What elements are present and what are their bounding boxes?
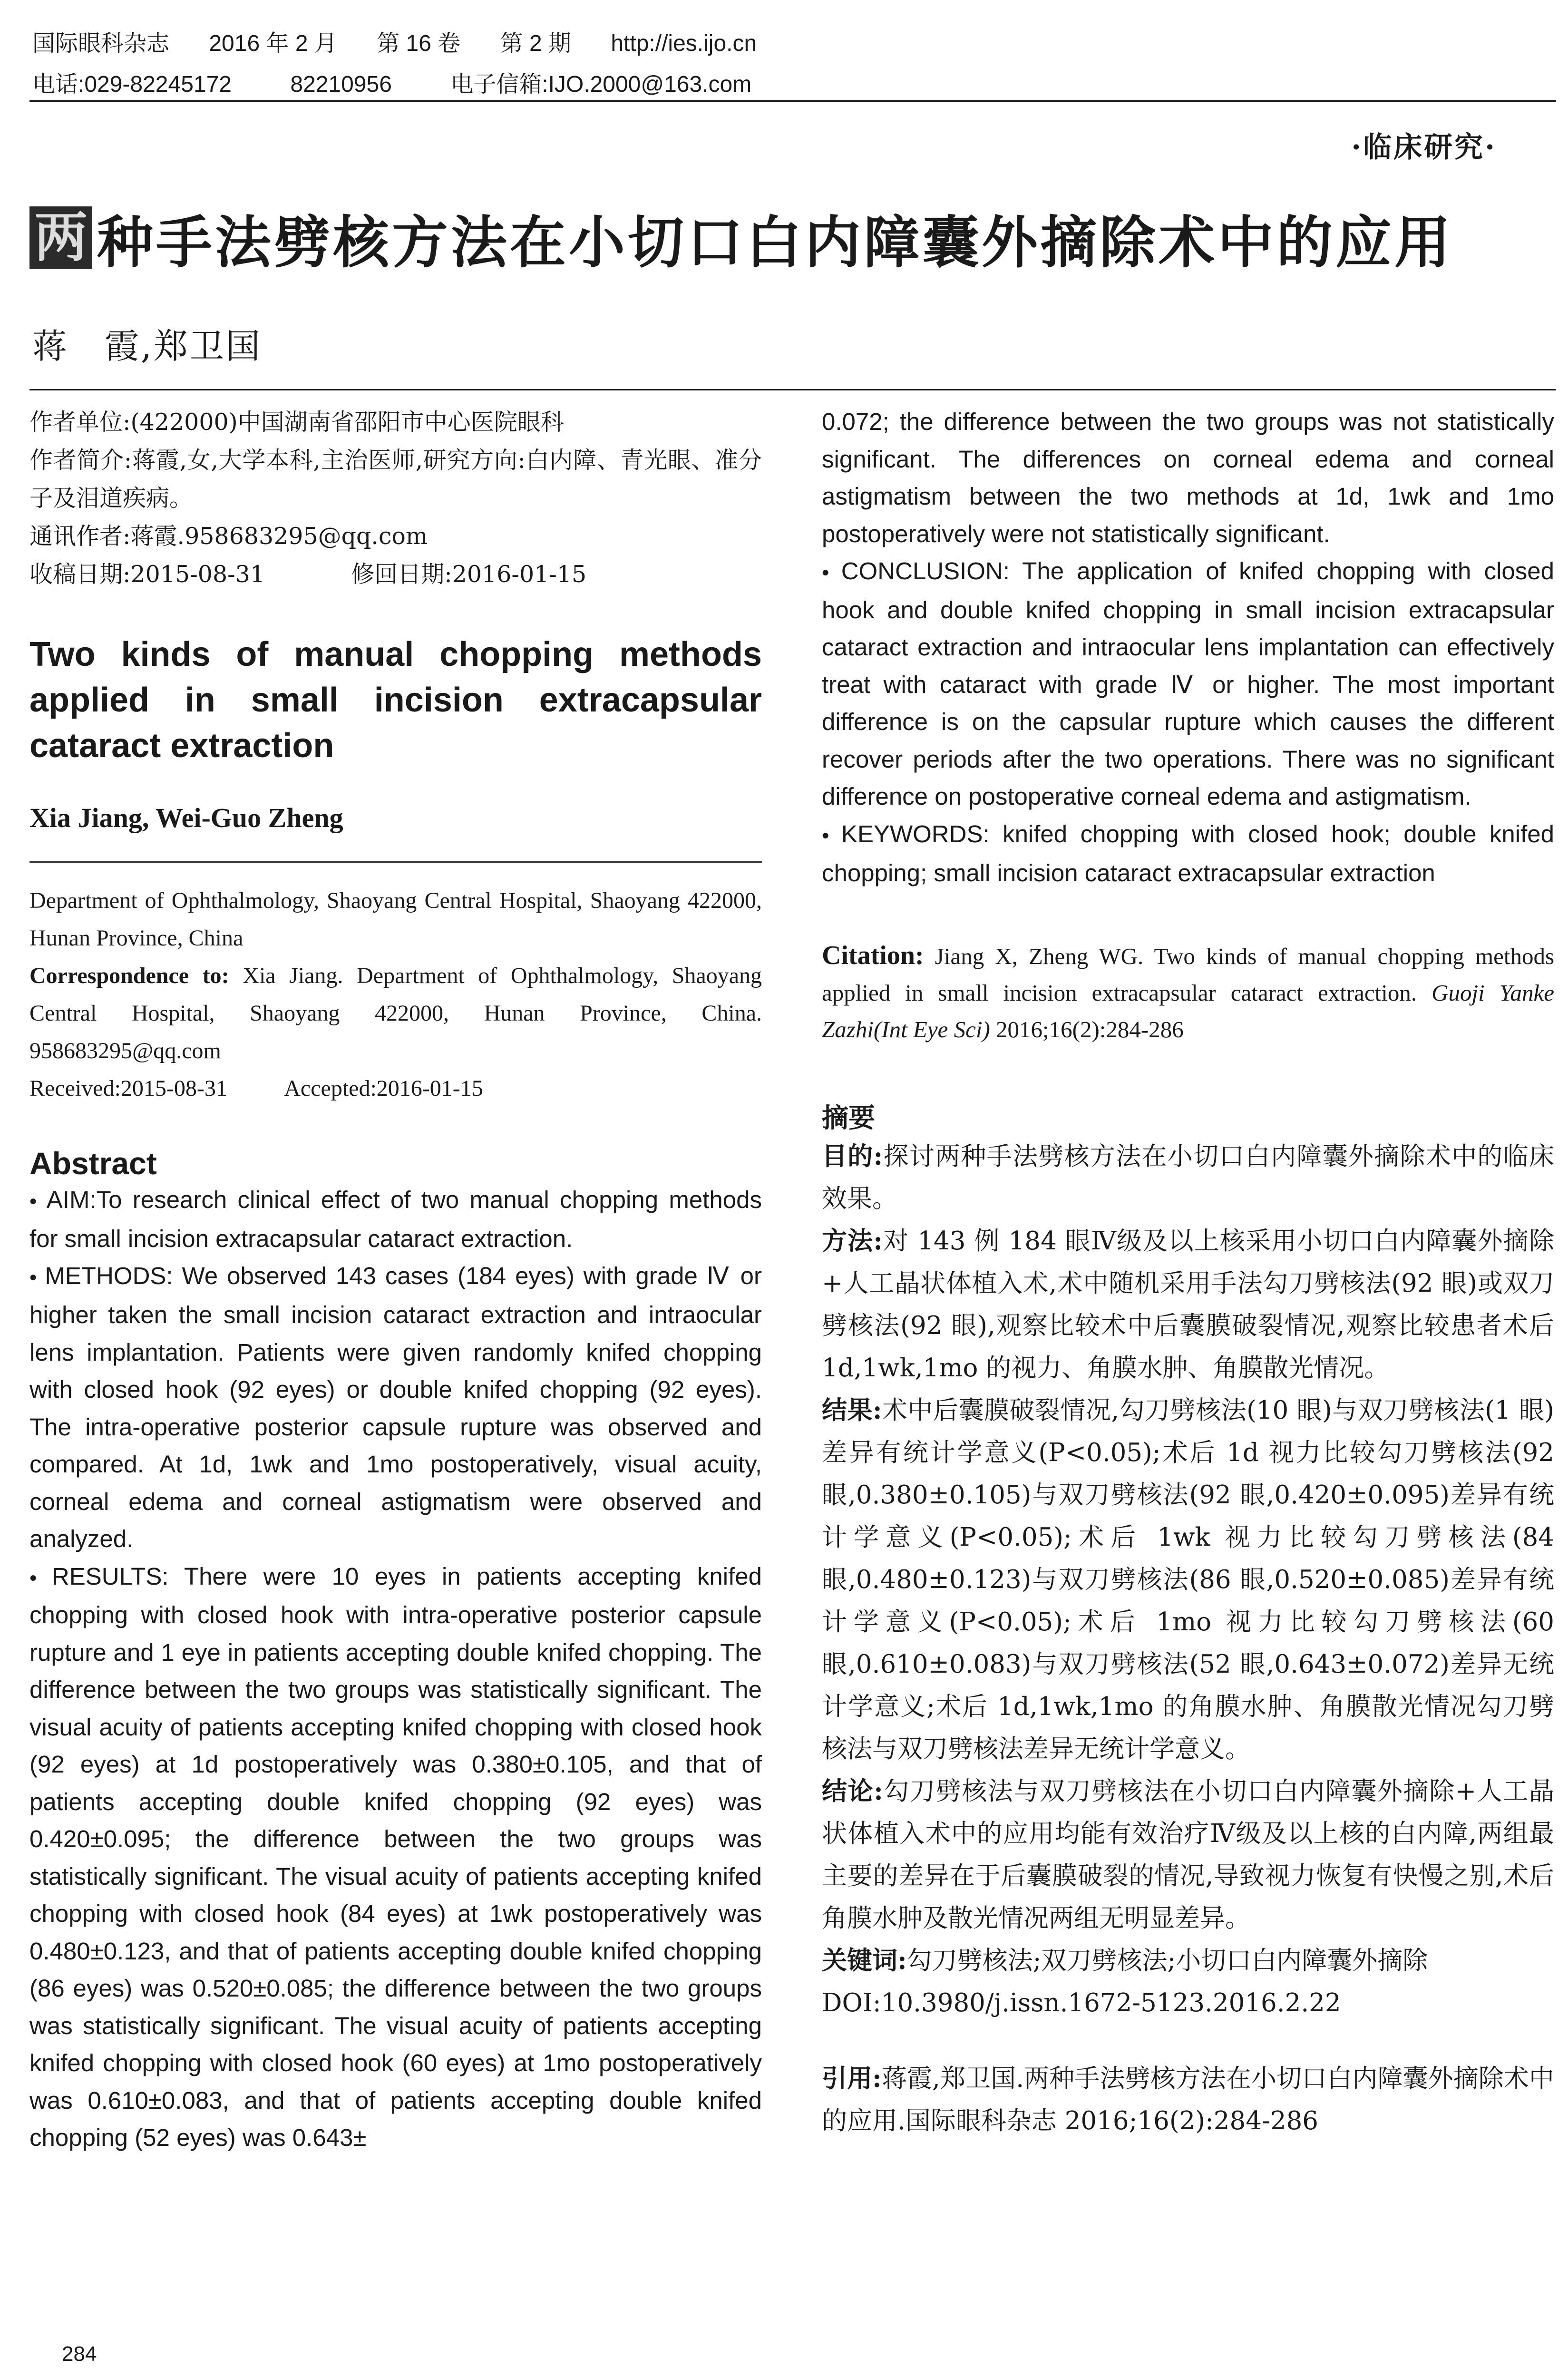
journal-name: 国际眼科杂志 xyxy=(32,31,170,56)
title-rule xyxy=(29,389,1556,390)
abstract-results-cont: 0.072; the difference between the two groups was not statistically significant. The differences on corneal edema and corneal astigmatism between the two methods at 1d, 1wk and 1mo postoperatively were not statistically significant. xyxy=(822,408,1554,547)
abstract-cn-results: 结果:术中后囊膜破裂情况,勾刀劈核法(10 眼)与双刀劈核法(1 眼)差异有统计学意义(P<0.05);术后 1d 视力比较勾刀劈核法(92 眼,0.380±0.105)与双刀劈核法(92 眼,0.420±0.095)差异有统计学意义(P<0.05);术后 1wk 视力比较勾刀劈核法(84 眼,0.480±0.123)与双刀劈核法(86 眼,0.520±0.085)差异有统计学意义(P<0.05);术后 1mo 视力比较勾刀劈核法(60 眼,0.610±0.083)与双刀劈核法(52 眼,0.643±0.072)差异无统计学意义;术后 1d,1wk,1mo 的角膜水肿、角膜散光情况勾刀劈核法与双刀劈核法差异无统计学意义。 xyxy=(822,1395,1554,1764)
received-cn: 收稿日期:2015-08-31 xyxy=(29,561,265,588)
title-first-char: 两 xyxy=(29,206,92,269)
abstract-cn-methods: 方法:对 143 例 184 眼Ⅳ级及以上核采用小切口白内障囊外摘除+人工晶状体植入术,术中随机采用手法勾刀劈核法(92 眼)或双刀劈核法(92 眼),观察比较术中后囊膜破裂情况,观察比较患者术后 1d,1wk,1mo 的视力、角膜水肿、角膜散光情况。 xyxy=(822,1226,1554,1383)
phone: 电话:029-82245172 xyxy=(32,72,232,97)
correspondence-label: Correspondence to: xyxy=(29,963,229,988)
affiliation-en: Department of Ophthalmology, Shaoyang Central Hospital, Shaoyang 422000, Hunan Province, China xyxy=(29,888,762,951)
accepted-en: Accepted:2016-01-15 xyxy=(284,1076,483,1101)
page-number: 284 xyxy=(62,2342,97,2366)
abstract-results: • RESULTS: There were 10 eyes in patients accepting knifed chopping with closed hook with intra-operative posterior capsule rupture and 1 eye in patients accepting double knifed chopping. The difference between the two groups was statistically significant. The visual acuity of patients accepting knifed chopping with closed hook (92 eyes) at 1d postoperatively was 0.380±0.105, and that of patients accepting double knifed chopping (92 eyes) was 0.420±0.095; the difference between the two groups was statistically significant. The visual acuity of patients accepting knifed chopping with closed hook (84 eyes) at 1wk postoperatively was 0.480±0.123, and that of patients accepting double knifed chopping (86 eyes) was 0.520±0.085; the difference between the two groups was statistically significant. The visual acuity of patients accepting knifed chopping with closed hook (60 eyes) at 1mo postoperatively was 0.610±0.083, and that of patients accepting double knifed chopping (52 eyes) was 0.643± xyxy=(29,1562,762,2152)
email[interactable]: 电子信箱:IJO.2000@163.com xyxy=(450,72,752,97)
author-affiliation-cn: 作者单位:(422000)中国湖南省邵阳市中心医院眼科 xyxy=(29,409,564,436)
abstract-methods: • METHODS: We observed 143 cases (184 eyes) with grade Ⅳ or higher taken the small incision cataract extraction and intraocular lens implantation. Patients were given randomly knifed chopping with closed hook (92 eyes) or double knifed chopping (92 eyes). The intra-operative posterior capsule rupture was observed and compared. At 1d, 1wk and 1mo postoperatively, visual acuity, corneal edema and corneal astigmatism were observed and analyzed. xyxy=(29,1262,762,1553)
authors-rule xyxy=(29,861,762,863)
citation-journal: Guoji Yanke Zazhi(Int Eye Sci) xyxy=(822,980,1554,1043)
abstract-keywords: • KEYWORDS: knifed chopping with closed hook; double knifed chopping; small incision cataract extracapsular extraction xyxy=(822,820,1554,887)
abstract-cn-aim: 目的:探讨两种手法劈核方法在小切口白内障囊外摘除术中的临床效果。 xyxy=(822,1141,1554,1214)
revised-cn: 修回日期:2016-01-15 xyxy=(351,561,587,588)
journal-header xyxy=(32,25,1545,58)
abstract-cn-conclusion: 结论:勾刀劈核法与双刀劈核法在小切口白内障囊外摘除+人工晶状体植入术中的应用均能有效治疗Ⅳ级及以上核的白内障,两组最主要的差异在于后囊膜破裂的情况,导致视力恢复有快慢之别,术后角膜水肿及散光情况两组无明显差异。 xyxy=(822,1776,1554,1933)
doi[interactable]: DOI:10.3980/j.issn.1672-5123.2016.2.22 xyxy=(822,1988,1341,2018)
received-en: Received:2015-08-31 xyxy=(29,1076,227,1101)
corresponding-author-cn: 通讯作者:蒋霞.958683295@qq.com xyxy=(29,523,428,550)
correspondence-en xyxy=(29,957,762,1070)
volume: 第 16 卷 xyxy=(377,31,461,56)
issue: 第 2 期 xyxy=(500,31,571,56)
dates-en xyxy=(29,1070,762,1107)
abstract-cn-heading: 摘要 xyxy=(822,1102,875,1134)
phone-2: 82210956 xyxy=(290,72,392,97)
abstract-heading: Abstract xyxy=(29,1146,157,1181)
journal-contact xyxy=(32,66,1545,98)
citation-en xyxy=(822,937,1554,1048)
issue-date: 2016 年 2 月 xyxy=(209,31,337,56)
journal-url[interactable]: http://ies.ijo.cn xyxy=(611,31,757,56)
authors-en: Xia Jiang, Wei-Guo Zheng xyxy=(29,802,343,833)
correspondence-text: Xia Jiang. Department of Ophthalmology, Shaoyang Central Hospital, Shaoyang 422000, Hunan Province, China. 958683295@qq.com xyxy=(29,963,762,1063)
title-en: Two kinds of manual chopping methods applied in small incision extracapsular cataract extraction xyxy=(29,635,762,765)
authors-cn: 蒋 霞,郑卫国 xyxy=(32,326,262,366)
left-column xyxy=(29,403,762,2157)
author-bio-cn: 作者简介:蒋霞,女,大学本科,主治医师,研究方向:白内障、青光眼、准分子及泪道疾病。 xyxy=(29,447,762,512)
citation-cn: 引用:蒋霞,郑卫国.两种手法劈核方法在小切口白内障囊外摘除术中的应用.国际眼科杂志 2016;16(2):284-286 xyxy=(822,2064,1554,2136)
abstract-cn-keywords: 关键词:勾刀劈核法;双刀劈核法;小切口白内障囊外摘除 xyxy=(822,1946,1428,1976)
abstract-conclusion: • CONCLUSION: The application of knifed chopping with closed hook and double knifed chopping in small incision extracapsular cataract extraction and intraocular lens implantation can effectively treat with cataract with grade Ⅳ or higher. The most important difference is on the capsular rupture which causes the different recover periods after the two operations. There was no significant difference on postoperative corneal edema and astigmatism. xyxy=(822,557,1554,810)
right-column xyxy=(822,403,1554,2142)
title-text: 种手法劈核方法在小切口白内障囊外摘除术中的应用 xyxy=(97,209,1454,275)
header-rule xyxy=(29,100,1556,102)
section-label: ·临床研究· xyxy=(1351,131,1497,164)
dates-cn xyxy=(29,555,762,594)
page-title xyxy=(29,200,1453,276)
citation-tail: 2016;16(2):284-286 xyxy=(996,1016,1184,1043)
citation-text: Jiang X, Zheng WG. Two kinds of manual chopping methods applied in small incision extracapsular cataract extraction. xyxy=(822,943,1555,1006)
citation-label: Citation: xyxy=(822,941,924,971)
abstract-aim: • AIM:To research clinical effect of two manual chopping methods for small incision extracapsular cataract extraction. xyxy=(29,1186,762,1252)
